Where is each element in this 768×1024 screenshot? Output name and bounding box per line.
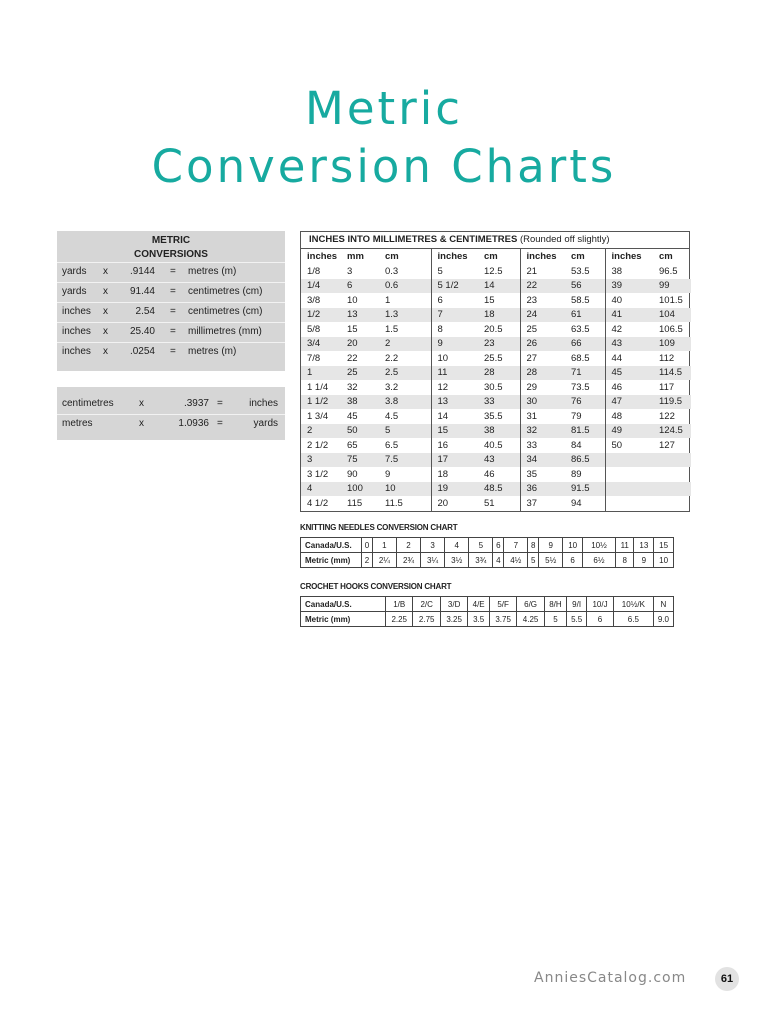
column-header: cm [484,251,498,262]
table-cell: 38 [478,424,520,439]
table-cell: 50 [341,424,379,439]
chart-row [301,597,674,612]
metric-conversions-heading: METRIC CONVERSIONS [134,235,208,260]
row-label: Metric (mm) [301,553,362,568]
table-cell: 61 [565,308,605,323]
table-cell: 12.5 [484,265,503,277]
conversion-eq: = [170,286,176,297]
table-cell: 10 [431,351,478,366]
table-cell: 119.5 [653,395,691,410]
chart-cell: 6 [563,553,583,568]
table-cell: 12 [431,380,478,395]
chart-cell: 3¾ [469,553,493,568]
table-cell: 20.5 [484,323,503,335]
column-header: cm [385,251,399,262]
chart-cell: 6 [493,538,504,553]
table-cell: 24 [520,308,565,323]
table-cell [653,453,691,468]
conversion-result: centimetres (cm) [188,306,263,317]
table-cell: 1 3/4 [307,410,329,422]
conversion-factor: .9144 [129,266,155,277]
table-cell: 16 [431,438,478,453]
row-label: Metric (mm) [301,612,386,627]
table-cell: 21 [520,264,565,279]
table-cell: 13 [341,308,379,323]
table-cell: 22 [347,352,358,364]
chart-cell: 6/G [517,597,544,612]
table-cell: 1/2 [301,308,341,323]
table-cell [605,482,653,497]
table-cell: 44 [605,351,653,366]
conversion-factor: 25.40 [129,326,155,337]
table-cell: 38 [341,395,379,410]
table-cell: 7/8 [307,352,321,364]
table-cell: 73.5 [571,381,590,393]
table-cell: 3.2 [385,381,399,393]
column-header: cm [571,251,585,262]
table-row [301,395,691,410]
chart-cell: 2.25 [386,612,413,627]
table-cell: 4 1/2 [307,497,329,509]
table-cell: 32 [347,381,358,393]
table-cell: 90 [347,468,358,480]
table-cell: 56 [565,279,605,294]
table-cell: 2 1/2 [307,439,329,451]
table-cell: 112 [659,352,675,364]
table-cell: 6 [341,279,379,294]
chart-row [301,538,674,553]
conversion-row [57,302,285,322]
table-cell: 10 [379,482,431,497]
table-cell: 30.5 [484,381,503,393]
table-cell: 37 [520,496,565,511]
table-cell: 1 1/2 [301,395,341,410]
chart-cell: 3.75 [489,612,516,627]
table-cell: 19 [431,482,478,497]
table-cell: 28 [520,366,565,381]
table-cell: 13 [431,395,478,410]
table-cell: 9 [431,337,478,352]
table-cell: 2.2 [385,352,399,364]
table-cell: 115 [347,497,363,509]
conversion-result: centimetres (cm) [188,286,263,297]
table-cell: 4.5 [385,410,399,422]
table-cell [653,467,691,482]
crochet-chart-title: CROCHET HOOKS CONVERSION CHART [300,582,452,591]
chart-cell: 3.25 [440,612,467,627]
conversion-result: metres (m) [188,346,237,357]
table-cell [653,482,691,497]
table-row [301,424,691,439]
chart-row [301,553,674,568]
table-cell: 106.5 [659,323,683,335]
table-cell: 4 [301,482,341,497]
chart-cell: 9 [539,538,563,553]
table-row [301,351,691,366]
conversion-eq: = [170,346,176,357]
table-cell: 5 1/2 [431,279,478,294]
table-cell [653,496,691,511]
conversion-factor: 2.54 [135,306,155,317]
table-row [301,264,691,279]
table-cell: 6.5 [385,439,399,451]
conversion-unit: yards [62,286,87,297]
table-cell: 23 [520,293,565,308]
table-cell: 14 [478,279,520,294]
table-cell: 71 [565,366,605,381]
table-cell: 43 [605,337,653,352]
chart-cell: 1/B [386,597,413,612]
table-cell: 25.5 [484,352,503,364]
conversion-factor: 91.44 [129,286,155,297]
conversion-row [57,322,285,342]
table-cell: 2 [379,337,431,352]
conversion-row [57,414,285,434]
chart-cell: 6½ [583,553,616,568]
table-row [301,496,691,511]
table-cell: 40.5 [484,439,503,451]
table-cell: 15 [484,294,495,306]
table-cell: 49 [605,424,653,439]
table-row [301,366,691,381]
metric-conversions-box [57,231,285,371]
table-cell: 25 [341,366,379,381]
table-cell: 17 [431,453,478,468]
table-row [301,308,691,323]
table-cell: 65 [347,439,358,451]
table-cell: 46 [605,380,653,395]
table-cell: 81.5 [565,424,605,439]
chart-cell: 2 [396,538,420,553]
chart-cell: 13 [634,538,654,553]
table-row [301,380,691,395]
table-cell: 36 [520,482,565,497]
table-row [301,322,691,337]
page-title-line2: Conversion Charts [151,140,617,193]
table-cell: 7 [431,308,478,323]
conversion-eq: = [170,306,176,317]
conversion-op: x [103,306,108,317]
table-cell: 26 [520,337,565,352]
column-header: cm [659,251,673,262]
conversion-unit: inches [62,346,91,357]
table-cell: 46 [484,468,495,480]
table-cell: 11.5 [385,497,403,509]
chart-cell: 2 [362,553,373,568]
table-cell: 63.5 [571,323,590,335]
table-cell: 0.6 [379,279,431,294]
chart-cell: 5.5 [567,612,587,627]
conversion-unit: centimetres [62,398,114,409]
page-title-line1: Metric [305,82,463,135]
inches-table-title: INCHES INTO MILLIMETRES & CENTIMETRES (Rounded off slightly) [301,232,689,249]
table-cell: 15 [347,323,358,335]
table-cell: 20 [341,337,379,352]
chart-cell: 4 [445,538,469,553]
chart-cell: 10 [654,553,674,568]
chart-cell: 6.5 [613,612,653,627]
conversion-eq: = [217,418,223,429]
chart-cell: 11 [615,538,634,553]
table-cell: 9 [385,468,391,480]
table-cell: 114.5 [653,366,691,381]
table-cell: 35.5 [484,410,503,422]
table-cell: 2.5 [379,366,431,381]
table-cell: 3/8 [307,294,321,306]
column-header: inches [520,249,565,264]
table-cell: 58.5 [571,294,590,306]
table-cell: 109 [653,337,691,352]
table-row [301,453,691,468]
row-label: Canada/U.S. [301,597,386,612]
page-number: 61 [715,967,739,991]
chart-cell: 3¼ [421,553,445,568]
table-row [301,409,691,424]
table-cell: 53.5 [571,265,590,277]
conversion-result: yards [253,418,278,429]
chart-cell: 2¼ [372,553,396,568]
table-cell: 94 [571,497,582,509]
table-cell: 84 [571,439,582,451]
chart-cell: 5½ [539,553,563,568]
conversion-unit: metres [62,418,93,429]
table-cell: 3 [347,265,353,277]
table-cell: 7.5 [379,453,431,468]
table-cell: 39 [605,279,653,294]
chart-cell: 15 [654,538,674,553]
knitting-needles-table [300,537,674,568]
conversion-eq: = [170,266,176,277]
table-cell: 14 [431,409,478,424]
chart-cell: 10½ [583,538,616,553]
chart-cell: 5/F [489,597,516,612]
table-cell: 40 [605,293,653,308]
column-header: inches [431,249,478,264]
table-cell: 99 [653,279,691,294]
table-cell: 3 1/2 [307,468,329,480]
conversion-result: inches [249,398,278,409]
conversion-op: x [103,286,108,297]
column-header: mm [347,251,364,262]
table-cell: 104 [653,308,691,323]
chart-cell: 10 [563,538,583,553]
table-cell: 6 [431,293,478,308]
footer-url: AnniesCatalog.com [534,970,687,986]
conversion-result: metres (m) [188,266,237,277]
chart-cell: 2/C [413,597,440,612]
chart-cell: 8 [615,553,634,568]
table-cell: 79 [571,410,582,422]
table-cell: 38 [605,264,653,279]
conversion-op: x [139,398,144,409]
table-cell: 23 [478,337,520,352]
conversion-factor: .3937 [183,398,209,409]
table-cell: 1 [301,366,341,381]
table-cell: 1 [385,294,391,306]
row-label: Canada/U.S. [301,538,362,553]
table-cell: 22 [520,279,565,294]
table-cell: 11 [431,366,478,381]
table-cell: 5/8 [307,323,321,335]
table-cell [605,453,653,468]
reverse-conversions-box [57,387,285,440]
chart-cell: 5 [469,538,493,553]
chart-cell: 9.0 [653,612,673,627]
chart-cell: 4 [493,553,504,568]
table-cell: 51 [484,497,495,509]
table-row [301,482,691,497]
table-cell: 33 [478,395,520,410]
table-cell: 18 [431,467,478,482]
table-cell: 76 [565,395,605,410]
conversion-result: millimetres (mm) [188,326,262,337]
chart-cell: 5 [528,553,539,568]
table-row [301,293,691,308]
table-cell: 1/8 [307,265,321,277]
chart-cell: 10/J [587,597,614,612]
chart-cell: 6 [587,612,614,627]
chart-cell: 9 [634,553,654,568]
conversion-op: x [103,266,108,277]
conversion-row [57,395,285,414]
chart-cell: N [653,597,673,612]
chart-cell: 8 [528,538,539,553]
chart-cell: 5 [544,612,566,627]
crochet-hooks-table [300,596,674,627]
table-cell: 29 [520,380,565,395]
table-cell: 32 [520,424,565,439]
chart-row [301,612,674,627]
table-cell: 89 [571,468,582,480]
chart-cell: 4/E [468,597,490,612]
table-cell: 122 [659,410,675,422]
table-cell: 68.5 [571,352,590,364]
table-cell: 48.5 [478,482,520,497]
table-cell: 10 [347,294,358,306]
conversion-eq: = [217,398,223,409]
chart-cell: 9/I [567,597,587,612]
chart-cell: 2.75 [413,612,440,627]
chart-cell: 1 [372,538,396,553]
table-cell: 28 [478,366,520,381]
table-cell: 41 [605,308,653,323]
table-cell: 34 [520,453,565,468]
chart-cell: 4½ [504,553,528,568]
chart-cell: 0 [362,538,373,553]
table-cell [605,467,653,482]
chart-cell: 4.25 [517,612,544,627]
table-cell: 1 1/4 [307,381,329,393]
table-cell: 91.5 [565,482,605,497]
table-cell: 3 [301,453,341,468]
table-cell: 101.5 [659,294,683,306]
table-cell: 47 [605,395,653,410]
table-cell: 43 [478,453,520,468]
table-cell: 31 [520,409,565,424]
table-cell: 3/4 [301,337,341,352]
conversion-unit: inches [62,306,91,317]
conversion-row [57,342,285,362]
table-cell: 42 [605,322,653,337]
inches-mm-cm-table [300,231,690,512]
conversion-unit: yards [62,266,87,277]
conversion-op: x [103,326,108,337]
table-row [301,438,691,453]
table-cell: 25 [520,322,565,337]
table-cell: 15 [431,424,478,439]
table-cell: 5 [431,264,478,279]
chart-cell: 3½ [445,553,469,568]
table-cell: 30 [520,395,565,410]
column-header: inches [307,251,338,262]
chart-cell: 10½/K [613,597,653,612]
table-cell: 2 [301,424,341,439]
conversion-eq: = [170,326,176,337]
conversion-op: x [103,346,108,357]
chart-cell: 2¾ [396,553,420,568]
table-cell: 3.8 [379,395,431,410]
table-cell [605,496,653,511]
table-cell: 1/4 [301,279,341,294]
table-cell: 50 [605,438,653,453]
table-cell: 8 [431,322,478,337]
chart-cell: 3.5 [468,612,490,627]
conversion-row [57,262,285,282]
table-row [301,279,691,294]
table-cell: 86.5 [565,453,605,468]
table-cell: 96.5 [659,265,678,277]
table-cell: 5 [379,424,431,439]
table-cell: 45 [347,410,358,422]
chart-cell: 3/D [440,597,467,612]
table-cell: 0.3 [385,265,399,277]
chart-cell: 3 [421,538,445,553]
table-cell: 33 [520,438,565,453]
table-cell: 1.3 [379,308,431,323]
conversion-row [57,282,285,302]
table-row [301,337,691,352]
conversion-factor: .0254 [129,346,155,357]
chart-cell: 8/H [544,597,566,612]
conversion-op: x [139,418,144,429]
table-cell: 27 [520,351,565,366]
table-cell: 1.5 [385,323,399,335]
table-cell: 45 [605,366,653,381]
table-cell: 18 [478,308,520,323]
table-cell: 127 [659,439,675,451]
table-cell: 20 [431,496,478,511]
chart-cell: 7 [504,538,528,553]
knitting-chart-title: KNITTING NEEDLES CONVERSION CHART [300,523,458,532]
table-cell: 75 [341,453,379,468]
table-cell: 117 [659,381,675,393]
table-cell: 66 [565,337,605,352]
table-cell: 48 [605,409,653,424]
table-cell: 124.5 [653,424,691,439]
table-cell: 100 [341,482,379,497]
table-row [301,467,691,482]
conversion-unit: inches [62,326,91,337]
table-cell: 35 [520,467,565,482]
conversion-factor: 1.0936 [178,418,209,429]
column-header: inches [605,249,653,264]
